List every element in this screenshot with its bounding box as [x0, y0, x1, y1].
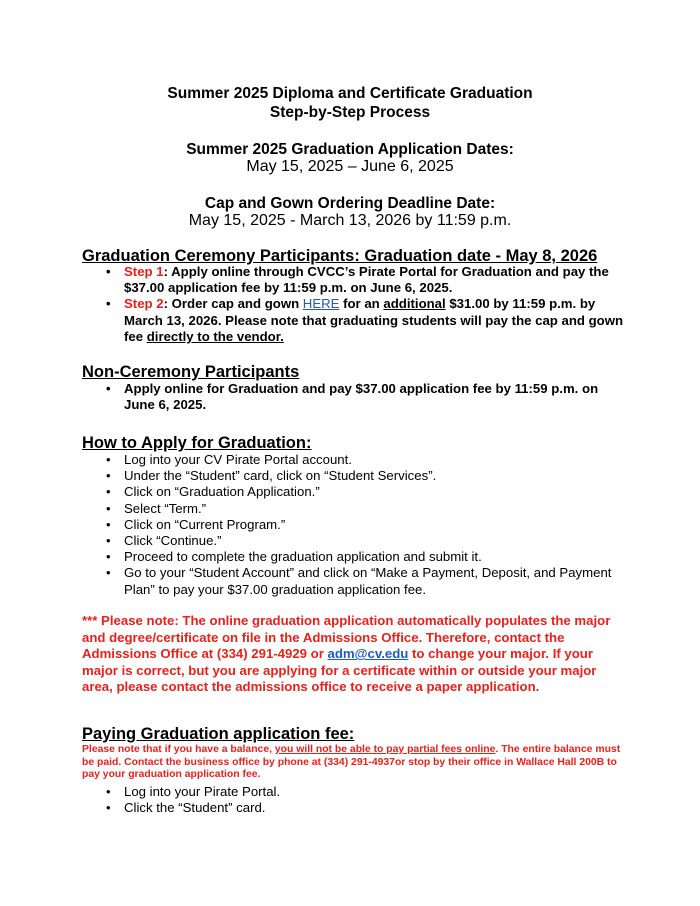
step-2-text-a: : Order cap and gown [163, 296, 303, 312]
order-here-link[interactable]: HERE [302, 296, 340, 312]
step-1-label: Step 1 [124, 264, 164, 279]
title-line-2: Step-by-Step Process [269, 104, 431, 121]
step-2-text-b: for an [339, 296, 384, 312]
apply-step: • Click “Continue.” [124, 533, 624, 549]
apply-step: • Go to your “Student Account” and click on “Make a Payment, Deposit, and Payment Plan” to pay your $37.00 graduation application fee. [124, 565, 624, 597]
cap-gown-range: May 15, 2025 - March 13, 2026 by 11:59 p.m. [188, 212, 512, 229]
step-2-text-c: $31.00 by 11:59 p.m. by March 13, 2026. Please note that graduating students will pay the cap and gown fee [124, 296, 624, 344]
paying-fee-note [82, 744, 622, 782]
paying-fee-steps [124, 784, 624, 816]
title-line-1: Summer 2025 Diploma and Certificate Graduation [167, 85, 533, 102]
non-ceremony-list [124, 381, 624, 413]
admissions-email-link[interactable]: adm@cv.edu [327, 646, 409, 662]
admissions-note [82, 613, 622, 696]
paying-step: • Log into your Pirate Portal. [124, 784, 624, 800]
step-2-label: Step 2 [124, 296, 164, 312]
step-2-additional: additional [383, 296, 446, 312]
paying-note-a: Please note that if you have a balance, [82, 744, 275, 755]
note-text-b: to change your major. If your major is correct, but you are applying for a certificate within or outside your major area, please contact the admissions office to receive a paper application. [82, 646, 597, 695]
cap-gown-heading: Cap and Gown Ordering Deadline Date: [204, 195, 496, 212]
ceremony-heading: Graduation Ceremony Participants: Graduation date - May 8, 2026 [82, 247, 598, 265]
apply-step: • Click on “Current Program.” [124, 517, 624, 533]
apply-step: • Select “Term.” [124, 501, 624, 517]
apply-step: • Under the “Student” card, click on “Student Services”. [124, 468, 624, 484]
apply-step: • Log into your CV Pirate Portal account. [124, 452, 624, 468]
application-dates-heading: Summer 2025 Graduation Application Dates: [186, 141, 514, 158]
how-to-apply-steps [124, 452, 624, 598]
note-text-a: *** Please note: The online graduation application automatically populates the major and degree/certificate on file in the Admissions Office. Therefore, contact the Admissions Office at (334) 291-4929 or [82, 613, 611, 662]
ceremony-step-2 [124, 296, 624, 345]
apply-step: • Proceed to complete the graduation application and submit it. [124, 549, 624, 565]
doc-title [0, 84, 700, 122]
step-2-vendor: directly to the vendor. [146, 328, 284, 344]
non-ceremony-item: • Apply online for Graduation and pay $37.00 application fee by 11:59 p.m. on June 6, 2025. [124, 381, 624, 413]
paying-step: • Click the “Student” card. [124, 800, 624, 816]
paying-note-b: . The entire balance must be paid. Contact the business office by phone at (334) 291-4937or stop by their office in Wallace Hall 200B to pay your graduation application fee. [82, 744, 621, 781]
ceremony-steps [124, 264, 624, 345]
application-dates-range: May 15, 2025 – June 6, 2025 [246, 158, 454, 175]
apply-step: • Click on “Graduation Application.” [124, 484, 624, 500]
paying-fee-heading: Paying Graduation application fee: [82, 725, 355, 743]
step-1-text: : Apply online through CVCC’s Pirate Portal for Graduation and pay the $37.00 application fee by 11:59 p.m. on June 6, 2025. [124, 264, 609, 296]
ceremony-step-1 [124, 264, 624, 296]
non-ceremony-heading: Non-Ceremony Participants [82, 363, 300, 381]
how-to-apply-heading: How to Apply for Graduation: [82, 434, 312, 452]
paying-note-underline: you will not be able to pay partial fees online [274, 744, 496, 755]
